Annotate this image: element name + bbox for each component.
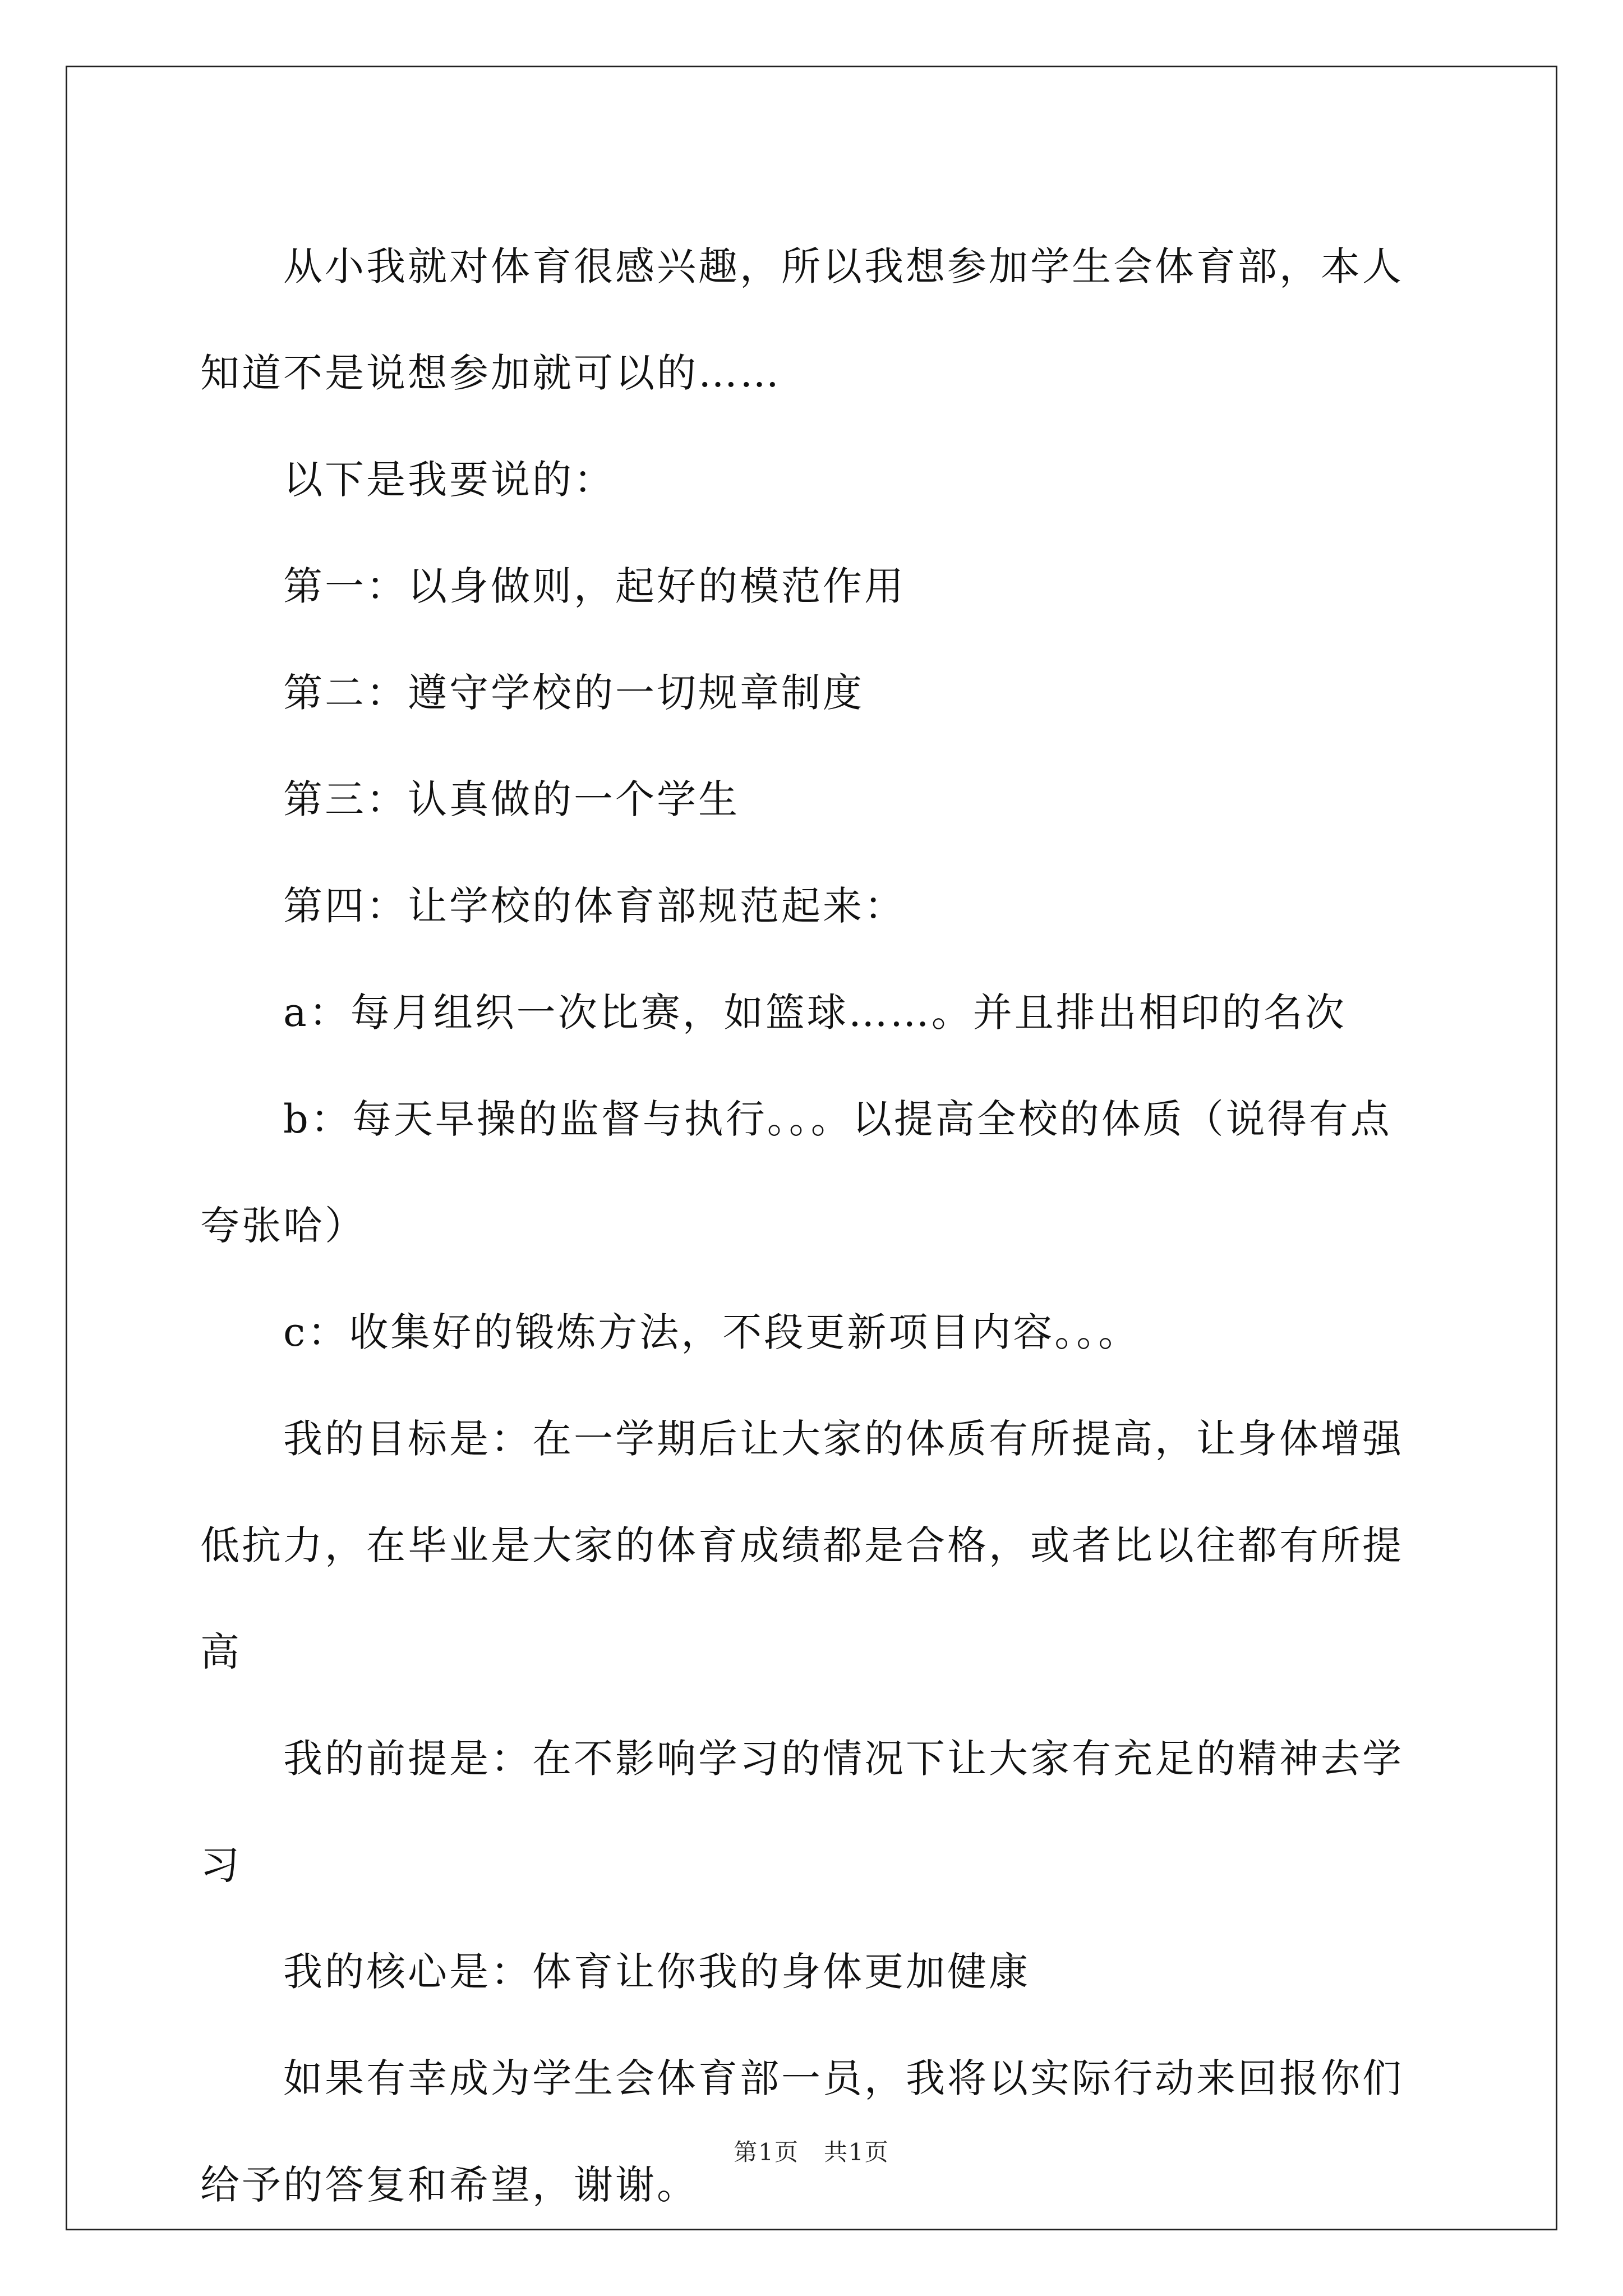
paragraph: 第二：遵守学校的一切规章制度 [283,670,864,716]
paragraph: 如果有幸成为学生会体育部一员，我将以实际行动来回报你们给予的答复和希望，谢谢。 [200,2055,1404,2208]
paragraph: c：收集好的锻炼方法，不段更新项目内容。。。 [283,1309,1140,1355]
page-number: 第1页 共1页 [734,2138,889,2166]
paragraph: 第三：认真做的一个学生 [283,776,740,822]
paragraph: 第四：让学校的体育部规范起来： [283,883,906,929]
paragraph: 我的目标是：在一学期后让大家的体质有所提高，让身体增强低抗力，在毕业是大家的体育成绩都是合格，或者比以往都有所提高 [200,1416,1404,1675]
paragraph: 我的前提是：在不影响学习的情况下让大家有充足的精神去学习 [200,1736,1404,1888]
paragraph: b：每天早操的监督与执行。。。以提高全校的体质（说得有点夸张哈） [200,1096,1392,1249]
document-body [200,213,1428,2238]
paragraph: 从小我就对体育很感兴趣，所以我想参加学生会体育部，本人知道不是说想参加就可以的…… [200,243,1404,396]
paragraph: 我的核心是：体育让你我的身体更加健康 [283,1949,1030,1995]
paragraph: a：每月组织一次比赛，如篮球……。并且排出相印的名次 [283,990,1347,1036]
paragraph: 以下是我要说的： [283,457,615,503]
paragraph: 第一：以身做则，起好的模范作用 [283,563,906,609]
